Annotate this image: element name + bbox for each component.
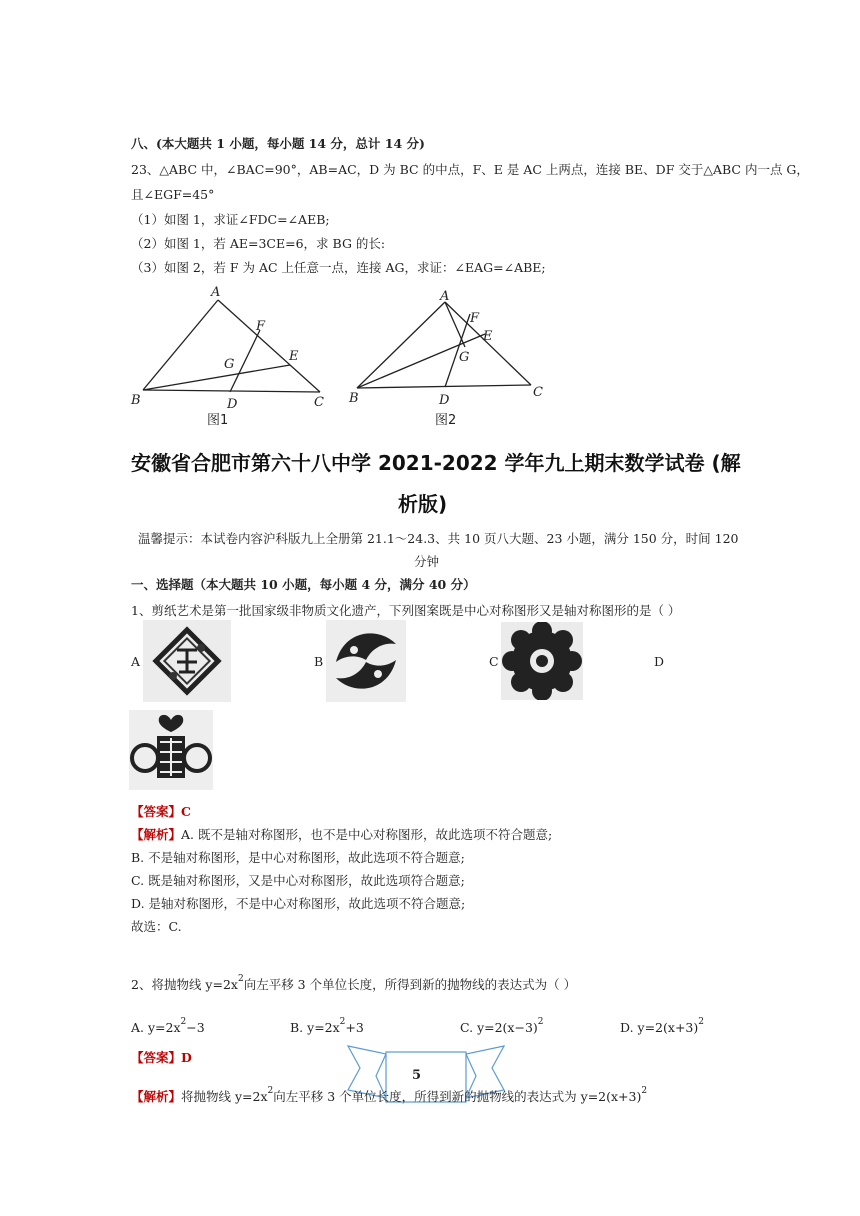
q1-conclusion: 故选：C. [131, 919, 182, 934]
fig1-caption: 图1 [207, 413, 229, 428]
q23-stem-line2: 且∠EGF=45° [131, 187, 215, 202]
q2-analysis-tag: 【解析】 [131, 1089, 182, 1104]
q1-analysis-c: C. 既是轴对称图形，又是中心对称图形，故此选项符合题意; [131, 873, 465, 888]
q2-stem: 2、将抛物线 $y=2x^2$向左平移 3 个单位长度，所得到新的抛物线的表达式为（ ） [131, 973, 577, 992]
q2-analysis: 【解析】将抛物线 $y=2x^2$向左平移 3 个单位长度，所得到新的抛物线的表达式为 $y=2(x+3)^2$ [131, 1085, 648, 1104]
fig1-label-c: C [314, 395, 324, 410]
q23-stem-line1: 23、△ABC 中，∠BAC=90°，AB=AC，D 为 BC 的中点，F、E 是 AC 上两点，连接 BE、DF 交于△ABC 内一点 G， [131, 162, 809, 177]
q1-option-b-label: B [314, 654, 324, 669]
q1-answer-tag: 【答案】 [131, 804, 182, 819]
paper-title-line2: 析版) [398, 492, 448, 516]
paper-cut-fu-image [143, 620, 231, 702]
q1-stem: 1、剪纸艺术是第一批国家级非物质文化遗产，下列图案既是中心对称图形又是轴对称图形的是（ ） [131, 603, 681, 618]
q2-answer-tag: 【答案】 [131, 1050, 182, 1065]
figure-2 [343, 284, 558, 430]
section-8-header: 八、(本大题共 1 小题，每小题 14 分，总计 14 分) [131, 136, 425, 151]
q1-option-a-label: A [131, 654, 141, 669]
q23-part3: （3）如图 2，若 F 为 AC 上任意一点，连接 AG，求证：∠EAG=∠ABE; [131, 260, 546, 275]
figure-1 [125, 280, 340, 430]
tip-line2: 分钟 [414, 554, 440, 569]
q1-analysis-tag: 【解析】 [131, 827, 182, 842]
fig1-label-a: A [211, 285, 221, 300]
q1-answer [131, 802, 191, 820]
fig2-label-c: C [533, 385, 543, 400]
q2-option-b: B. $y=2x^2+3$ [290, 1017, 364, 1036]
fig2-label-f: F [470, 311, 480, 326]
fig2-label-e: E [483, 329, 493, 344]
page-number: 5 [412, 1068, 422, 1083]
fig1-label-g: G [224, 357, 235, 372]
q2-answer-value: D [181, 1050, 192, 1065]
q23-part1: （1）如图 1，求证∠FDC=∠AEB; [131, 212, 330, 227]
q1-option-c-label: C [489, 654, 499, 669]
q1-analysis-d: D. 是轴对称图形，不是中心对称图形，故此选项不符合题意; [131, 896, 466, 911]
tip-line1: 温馨提示：本试卷内容沪科版九上全册第 21.1～24.3、共 10 页八大题、23 小题，满分 150 分，时间 120 [138, 531, 739, 546]
fig1-label-d: D [227, 397, 238, 412]
q2-option-d: D. $y=2(x+3)^2$ [620, 1017, 704, 1036]
q2-option-c: C. $y=2(x-3)^2$ [460, 1017, 544, 1036]
q1-option-d-label: D [654, 654, 665, 669]
paper-cut-double-happiness-image [129, 710, 213, 790]
fig1-label-b: B [131, 393, 141, 408]
fig1-label-f: F [256, 319, 266, 334]
paper-cut-flower-image [501, 622, 583, 700]
fig2-label-a: A [440, 289, 450, 304]
q2-option-a: A. $y=2x^2-3$ [131, 1017, 205, 1036]
section-1-header: 一、选择题（本大题共 10 小题，每小题 4 分，满分 40 分） [131, 577, 476, 592]
paper-title-line1: 安徽省合肥市第六十八中学 2021-2022 学年九上期末数学试卷 (解 [131, 451, 741, 475]
paper-cut-fish-image [326, 620, 406, 702]
q1-analysis-a: 【解析】A. 既不是轴对称图形，也不是中心对称图形，故此选项不符合题意; [131, 827, 553, 842]
fig2-label-b: B [349, 391, 359, 406]
q23-part2: （2）如图 1，若 AE=3CE=6，求 BG 的长: [131, 236, 386, 251]
q2-answer [131, 1048, 192, 1066]
q1-answer-value: C [181, 804, 191, 819]
fig2-label-g: G [459, 350, 470, 365]
fig1-label-e: E [289, 349, 299, 364]
fig2-caption: 图2 [435, 413, 457, 428]
fig2-label-d: D [439, 393, 450, 408]
q1-analysis-b: B. 不是轴对称图形，是中心对称图形，故此选项不符合题意; [131, 850, 465, 865]
